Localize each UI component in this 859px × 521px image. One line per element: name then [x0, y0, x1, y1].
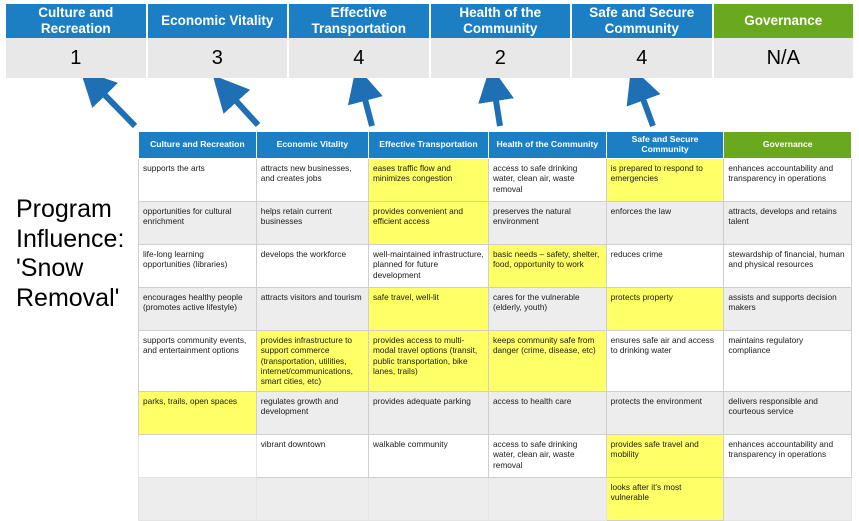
matrix-cell-r4-c2: provides access to multi-modal travel options (transit, public transportation, bike lanes, trails) — [369, 331, 489, 392]
matrix-cell-r3-c0: encourages healthy people (promotes active lifestyle) — [139, 288, 257, 331]
matrix-cell-r1-c3: preserves the natural environment — [488, 202, 606, 245]
matrix-cell-r0-c5: enhances accountability and transparency in operations — [724, 159, 852, 202]
score-value-0: 1 — [6, 38, 148, 78]
arrow-economic-vitality — [228, 92, 258, 125]
matrix-cell-r0-c2: eases traffic flow and minimizes congestion — [369, 159, 489, 202]
matrix-cell-r3-c5: assists and supports decision makers — [724, 288, 852, 331]
category-header-1: Economic Vitality — [148, 4, 290, 38]
score-value-2: 4 — [289, 38, 431, 78]
matrix-cell-r5-c4: protects the environment — [606, 391, 724, 434]
matrix-cell-r2-c5: stewardship of financial, human and physical resources — [724, 245, 852, 288]
score-value-1: 3 — [148, 38, 290, 78]
category-header-2: Effective Transportation — [289, 4, 431, 38]
score-value-5: N/A — [766, 46, 800, 69]
score-value-3: 2 — [431, 38, 573, 78]
matrix-cell-r7-c4: looks after it's most vulnerable — [606, 477, 724, 520]
matrix-cell-r7-c5 — [724, 477, 852, 520]
matrix-cell-r6-c4: provides safe travel and mobility — [606, 434, 724, 477]
matrix-cell-r1-c5: attracts, develops and retains talent — [724, 202, 852, 245]
matrix-cell-r1-c2: provides convenient and efficient access — [369, 202, 489, 245]
arrow-safe-secure-community — [639, 88, 653, 126]
arrow-culture-recreation — [96, 86, 135, 126]
matrix-cell-r4-c3: keeps community safe from danger (crime, disease, etc) — [488, 331, 606, 392]
matrix-cell-r5-c1: regulates growth and development — [256, 391, 368, 434]
matrix-cell-r3-c3: cares for the vulnerable (elderly, youth) — [488, 288, 606, 331]
matrix-cell-r2-c0: life-long learning opportunities (libraries) — [139, 245, 257, 288]
matrix-cell-r6-c1: vibrant downtown — [256, 434, 368, 477]
influence-matrix — [138, 131, 852, 521]
matrix-cell-r1-c4: enforces the law — [606, 202, 724, 245]
table-row — [139, 288, 852, 331]
category-header-0: Culture and Recreation — [6, 4, 148, 38]
matrix-cell-r0-c1: attracts new businesses, and creates jobs — [256, 159, 368, 202]
matrix-column-header-1: Economic Vitality — [256, 132, 368, 159]
matrix-cell-r5-c5: delivers responsible and courteous service — [724, 391, 852, 434]
table-row — [139, 159, 852, 202]
matrix-cell-r0-c3: access to safe drinking water, clean air, waste removal — [488, 159, 606, 202]
table-row — [139, 245, 852, 288]
matrix-cell-r2-c4: reduces crime — [606, 245, 724, 288]
matrix-cell-r3-c4: protects property — [606, 288, 724, 331]
matrix-cell-r7-c1 — [256, 477, 368, 520]
matrix-cell-r6-c3: access to safe drinking water, clean air, waste removal — [488, 434, 606, 477]
matrix-cell-r2-c2: well-maintained infrastructure, planned for future development — [369, 245, 489, 288]
page-title: Program Influence: 'Snow Removal' — [16, 195, 125, 312]
matrix-cell-r6-c5: enhances accountability and transparency in operations — [724, 434, 852, 477]
table-row — [139, 331, 852, 392]
matrix-cell-r4-c4: ensures safe air and access to drinking water — [606, 331, 724, 392]
matrix-cell-r1-c1: helps retain current businesses — [256, 202, 368, 245]
matrix-cell-r6-c0 — [139, 434, 257, 477]
matrix-cell-r2-c3: basic needs – safety, shelter, food, opportunity to work — [488, 245, 606, 288]
matrix-cell-r5-c0: parks, trails, open spaces — [139, 391, 257, 434]
arrows-svg — [0, 78, 859, 133]
matrix-cell-r0-c4: is prepared to respond to emergencies — [606, 159, 724, 202]
matrix-column-header-0: Culture and Recreation — [139, 132, 257, 159]
matrix-cell-r4-c1: provides infrastructure to support commerce (transportation, utilities, internet/communications, smart cities, etc) — [256, 331, 368, 392]
table-row — [139, 391, 852, 434]
category-header-strip — [6, 4, 853, 38]
matrix-column-header-2: Effective Transportation — [369, 132, 489, 159]
table-row — [139, 434, 852, 477]
matrix-cell-r3-c2: safe travel, well-lit — [369, 288, 489, 331]
matrix-cell-r1-c0: opportunities for cultural enrichment — [139, 202, 257, 245]
matrix-cell-r4-c0: supports community events, and entertainment options — [139, 331, 257, 392]
matrix-column-header-5: Governance — [724, 132, 852, 159]
matrix-cell-r2-c1: develops the workforce — [256, 245, 368, 288]
table-row — [139, 477, 852, 520]
matrix-cell-r5-c3: access to health care — [488, 391, 606, 434]
matrix-cell-r7-c0 — [139, 477, 257, 520]
matrix-column-header-3: Health of the Community — [488, 132, 606, 159]
matrix-body — [139, 159, 852, 521]
score-value-4: 4 — [572, 38, 714, 78]
matrix-header-row — [139, 132, 852, 159]
arrow-health-of-community — [494, 88, 500, 126]
matrix-cell-r7-c2 — [369, 477, 489, 520]
matrix-cell-r6-c2: walkable community — [369, 434, 489, 477]
matrix-cell-r7-c3 — [488, 477, 606, 520]
matrix-cell-r3-c1: attracts visitors and tourism — [256, 288, 368, 331]
matrix-cell-r4-c5: maintains regulatory compliance — [724, 331, 852, 392]
matrix-cell-r5-c2: provides adequate parking — [369, 391, 489, 434]
score-strip — [6, 38, 853, 78]
category-header-3: Health of the Community — [431, 4, 573, 38]
matrix-cell-r0-c0: supports the arts — [139, 159, 257, 202]
arrow-layer — [0, 78, 859, 133]
arrow-effective-transportation — [362, 88, 372, 126]
category-header-5: Governance — [714, 4, 854, 38]
matrix-column-header-4: Safe and Secure Community — [606, 132, 724, 159]
table-row — [139, 202, 852, 245]
category-header-4: Safe and Secure Community — [572, 4, 714, 38]
